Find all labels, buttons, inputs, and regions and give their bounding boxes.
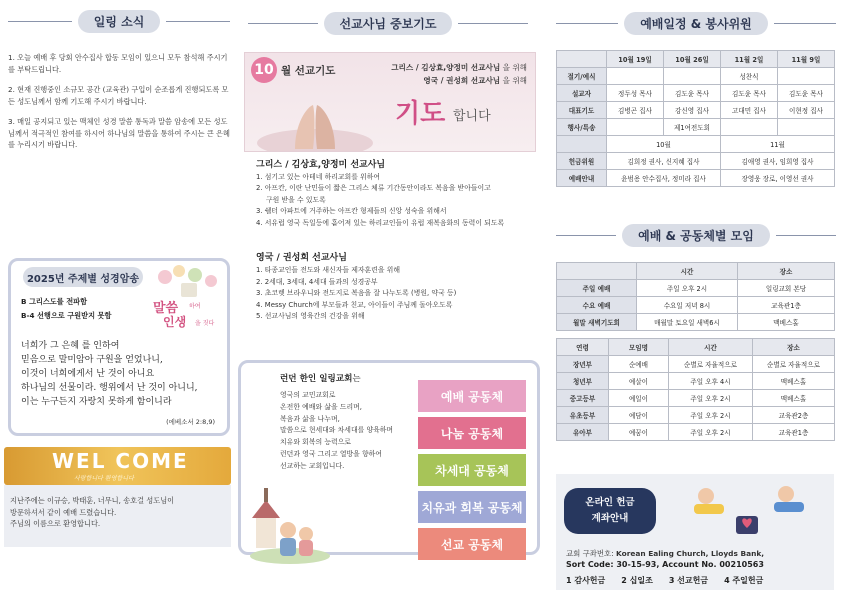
group-place: 맥베스홀 <box>753 373 835 390</box>
group-age: 장년부 <box>557 356 609 373</box>
pray-big: 기도 <box>395 99 446 129</box>
verse-line: 하나님의 선물이라. 행위에서 난 것이 아니니, <box>21 383 198 393</box>
prayer-item: 1. 섬기고 있는 아테네 하리교회를 위하여 <box>256 173 381 181</box>
group-age: 유아부 <box>557 424 609 441</box>
worship-place: 일링교회 본당 <box>738 280 835 297</box>
group-age: 유초등부 <box>557 407 609 424</box>
church-line: 온전한 예배와 삶을 드리며, <box>280 402 362 411</box>
offering-box <box>556 474 834 590</box>
table-row <box>557 136 835 153</box>
group-header: 연령 <box>557 339 609 356</box>
church-family-illustration <box>232 478 332 568</box>
news-item: 3. 매일 공지되고 있는 맥체인 성경 말씀 통독과 말씀 암송에 모든 성도님께서 적극적인 참여를 하시어 하나님의 말씀을 통하여 주시는 큰 은혜를 누리시기 바랍니다. <box>8 117 230 149</box>
schedule-header <box>556 12 836 35</box>
group-time: 주일 오후 2시 <box>669 407 753 424</box>
schedule-cell: 김도윤 목사 <box>778 85 835 102</box>
news-item: 2. 현재 진행중인 소규모 공간 (교육관) 구입이 순조롭게 진행되도록 모든 성도님께서 함께 기도해 주시기 바랍니다. <box>8 85 229 106</box>
schedule-role <box>557 136 607 153</box>
schedule-cell: 김애영 권사, 임희영 집사 <box>721 153 835 170</box>
church-title <box>280 372 361 384</box>
community-sharing: 나눔 공동체 <box>418 417 526 449</box>
group-table <box>556 338 835 441</box>
group-name: 예일이 <box>609 390 669 407</box>
banner-target-uk: 영국 / 권성희 선교사님 <box>423 76 501 85</box>
group-time: 주일 오후 4시 <box>669 373 753 390</box>
table-row <box>557 170 835 187</box>
offering-type: 2 십일조 <box>621 576 653 585</box>
church-title-suffix: 는 <box>352 374 361 384</box>
schedule-cell <box>721 119 778 136</box>
schedule-date: 10월 19일 <box>607 51 664 68</box>
schedule-role: 설교자 <box>557 85 607 102</box>
verse-sub2: B-4 선행으로 구원받지 못함 <box>21 311 112 320</box>
group-time: 순별로 자율적으로 <box>669 356 753 373</box>
offering-type: 4 주일헌금 <box>724 576 764 585</box>
table-row <box>557 280 835 297</box>
verse-deco <box>153 297 225 333</box>
worship-name: 월말 새벽기도회 <box>557 314 637 331</box>
schedule-corner <box>557 51 607 68</box>
schedule-cell <box>778 68 835 85</box>
verse-text <box>21 339 227 409</box>
banner-target-greece: 그리스 / 김상효,양정미 선교사님 <box>391 63 501 72</box>
group-header: 장소 <box>753 339 835 356</box>
schedule-month: 11월 <box>721 136 835 153</box>
schedule-cell <box>664 68 721 85</box>
verse-line: 믿음으로 말미암아 구원을 얻었나니, <box>21 355 163 365</box>
news-item: 1. 오늘 예배 후 당회 안수집사 합동 모임이 있으니 모두 참석해 주시기를 부탁드립니다. <box>8 53 228 74</box>
welcome-line: 방문하셔서 같이 예배 드렸습니다. <box>10 507 117 517</box>
worship-table <box>556 262 835 331</box>
flower-illustration <box>151 261 225 301</box>
group-age: 청년부 <box>557 373 609 390</box>
schedule-role: 헌금위원 <box>557 153 607 170</box>
verse-card <box>8 258 230 436</box>
community-mission: 선교 공동체 <box>418 528 526 560</box>
worship-header-place: 장소 <box>738 263 835 280</box>
praying-hands-illustration <box>255 83 375 151</box>
deco-word: 말씀 <box>153 301 179 316</box>
group-age: 중고등부 <box>557 390 609 407</box>
community-worship: 예배 공동체 <box>418 380 526 412</box>
schedule-cell: 정두성 목사 <box>607 85 664 102</box>
church-name: 런던 한인 일링교회 <box>280 374 353 384</box>
group-place: 교육관1층 <box>753 424 835 441</box>
prayer-item: 5. 선교사님의 영육간의 건강을 위해 <box>256 312 365 321</box>
church-line: 복음과 삶을 나누며, <box>280 414 340 423</box>
welcome-word: WEL COME <box>52 449 189 473</box>
schedule-date: 10월 26일 <box>664 51 721 68</box>
group-name: 예담이 <box>609 407 669 424</box>
group-name: 예살이 <box>609 373 669 390</box>
table-row <box>557 407 835 424</box>
church-line: 런던과 영국 그리고 열방을 향하여 <box>280 449 382 458</box>
month-number: 10 <box>251 57 277 83</box>
church-mission-text <box>280 390 420 473</box>
welcome-line: 주님의 이름으로 환영합니다. <box>10 519 101 528</box>
prayer-item: 2. 아프칸, 이란 난민들이 짧은 그리스 체류 기간동안이라도 복음을 받아들이고 <box>256 184 491 193</box>
worship-name: 수요 예배 <box>557 297 637 314</box>
prayer-item: 4. Messy Church에 부모들과 친교, 아이들이 주님께 돌아오도록 <box>256 300 453 309</box>
schedule-month: 10월 <box>607 136 721 153</box>
uk-title: 영국 / 권성희 선교사님 <box>256 253 347 263</box>
schedule-role: 행사/특송 <box>557 119 607 136</box>
welcome-line: 지난주에는 이규승, 박태훈, 너무니, 송호걸 성도님이 <box>10 496 175 505</box>
uk-list <box>256 265 538 323</box>
worship-time: 수요일 저녁 8시 <box>637 297 738 314</box>
news-header <box>8 10 230 33</box>
month-label: 월 선교기도 <box>281 65 336 77</box>
offering-badge <box>564 488 656 534</box>
offering-types <box>566 575 763 586</box>
schedule-cell: 김희정 권사, 신지혜 집사 <box>607 153 721 170</box>
worship-header <box>556 224 836 247</box>
table-row <box>557 356 835 373</box>
welcome-box <box>4 485 231 547</box>
schedule-cell: 김도윤 목사 <box>721 85 778 102</box>
mission-title: 선교사님 중보기도 <box>324 12 453 35</box>
verse-line: 이것이 너희에게서 난 것이 아니요 <box>21 369 155 379</box>
group-place: 맥베스홀 <box>753 390 835 407</box>
flying-kids-illustration <box>666 476 830 544</box>
banner-target-suffix: 을 위해 <box>502 76 527 85</box>
welcome-banner <box>4 447 231 485</box>
worship-time: 주일 오후 2시 <box>637 280 738 297</box>
schedule-role: 예배안내 <box>557 170 607 187</box>
table-row <box>557 102 835 119</box>
group-place: 순별로 자율적으로 <box>753 356 835 373</box>
table-row <box>557 119 835 136</box>
verse-line: 너희가 그 은혜 를 인하여 <box>21 341 120 351</box>
verse-title: 2025년 주제별 성경암송 <box>23 267 143 287</box>
prayer-item: 2. 2세대, 3세대, 4세대 들과의 성경공부 <box>256 277 378 286</box>
church-line: 치유와 회복의 능력으로 <box>280 438 351 447</box>
worship-title: 예배 & 공동체별 모임 <box>622 224 770 247</box>
group-name: 예꿈이 <box>609 424 669 441</box>
table-row <box>557 297 835 314</box>
greece-list <box>256 172 538 229</box>
worship-place: 맥베스홀 <box>738 314 835 331</box>
offering-title1: 온라인 헌금 <box>585 497 635 508</box>
group-name: 순예배 <box>609 356 669 373</box>
schedule-date: 11월 2일 <box>721 51 778 68</box>
worship-name: 주일 예배 <box>557 280 637 297</box>
account-info <box>566 548 832 559</box>
prayer-item: 4. 서유럽 영국 독일등에 흩어져 있는 하리교인들이 유럽 재복음화의 동력이 되도록 <box>256 218 505 227</box>
group-header: 시간 <box>669 339 753 356</box>
prayer-item: 구원 받을 수 있도록 <box>266 195 326 204</box>
table-row <box>557 153 835 170</box>
worship-corner <box>557 263 637 280</box>
church-line: 말씀으로 현세대와 차세대를 양육하며 <box>280 426 394 435</box>
news-title: 일링 소식 <box>78 10 161 33</box>
group-time: 주일 오후 2시 <box>669 390 753 407</box>
offering-type: 1 감사헌금 <box>566 576 606 585</box>
account-name: Korean Ealing Church, Lloyds Bank, <box>616 549 765 558</box>
schedule-role: 대표기도 <box>557 102 607 119</box>
offering-type: 3 선교헌금 <box>668 576 709 585</box>
schedule-cell <box>778 119 835 136</box>
schedule-cell: 제1여전도회 <box>664 119 721 136</box>
schedule-role: 절기/예식 <box>557 68 607 85</box>
table-row <box>557 424 835 441</box>
prayer-item: 3. 초코렛 브라우니와 전도지로 복음을 잘 나누도록 (병원, 약국 등) <box>256 289 457 298</box>
deco-word: 을 짓다 <box>195 320 215 327</box>
schedule-cell: 김도윤 목사 <box>664 85 721 102</box>
community-nextgen: 차세대 공동체 <box>418 454 526 486</box>
schedule-date: 11월 9일 <box>778 51 835 68</box>
schedule-table <box>556 50 835 187</box>
church-line: 선교하는 교회입니다. <box>280 461 345 470</box>
greece-title: 그리스 / 김상효,양정미 선교사님 <box>256 160 386 170</box>
welcome-script: 사랑합니다 환영합니다 <box>74 475 134 482</box>
schedule-cell: 김병곤 집사 <box>607 102 664 119</box>
verse-ref: (에베소서 2:8,9) <box>166 418 215 426</box>
mission-banner <box>244 52 536 152</box>
schedule-title: 예배일정 & 봉사위원 <box>624 12 768 35</box>
deco-word: 하여 <box>189 303 201 310</box>
schedule-cell: 성찬식 <box>721 68 778 85</box>
prayer-item: 3. 쉘터 아파트에 거주하는 아프칸 형제들의 신앙 성숙을 위해서 <box>256 207 447 216</box>
worship-time: 매월말 토요일 새벽6시 <box>637 314 738 331</box>
group-header: 모임명 <box>609 339 669 356</box>
verse-sub1: B 그리스도를 전파함 <box>21 297 88 306</box>
group-time: 주일 오후 2시 <box>669 424 753 441</box>
verse-line: 이는 누구든지 자랑치 못하게 함이니라 <box>21 397 172 407</box>
schedule-cell: 강신영 집사 <box>664 102 721 119</box>
account-label: 교회 구좌번호: <box>566 549 614 558</box>
prayer-item: 1. 타종교인들 전도와 새신자들 제자훈련을 위해 <box>256 266 400 274</box>
deco-word: 인생 <box>163 315 187 329</box>
church-line: 영국의 교민교회로 <box>280 391 336 399</box>
community-healing: 치유과 회복 공동체 <box>418 491 526 523</box>
banner-target-suffix: 을 위해 <box>502 63 527 72</box>
schedule-cell: 이현정 집사 <box>778 102 835 119</box>
pray-small: 합니다 <box>453 109 491 124</box>
account-sort: Sort Code: 30-15-93, Account No. 00210563 <box>566 560 764 569</box>
offering-title2: 계좌안내 <box>591 513 629 524</box>
worship-header-time: 시간 <box>637 263 738 280</box>
schedule-cell: 장영웅 장로, 이영선 권사 <box>721 170 835 187</box>
table-row <box>557 390 835 407</box>
news-list <box>8 52 232 151</box>
table-row <box>557 68 835 85</box>
schedule-cell: 윤범용 안수집사, 정미라 집사 <box>607 170 721 187</box>
table-row <box>557 85 835 102</box>
schedule-cell: 고대민 집사 <box>721 102 778 119</box>
banner-targets <box>391 61 527 87</box>
worship-place: 교육관1층 <box>738 297 835 314</box>
schedule-cell <box>607 119 664 136</box>
mission-header <box>248 12 528 35</box>
schedule-cell <box>607 68 664 85</box>
table-row <box>557 373 835 390</box>
group-place: 교육관2층 <box>753 407 835 424</box>
table-row <box>557 314 835 331</box>
